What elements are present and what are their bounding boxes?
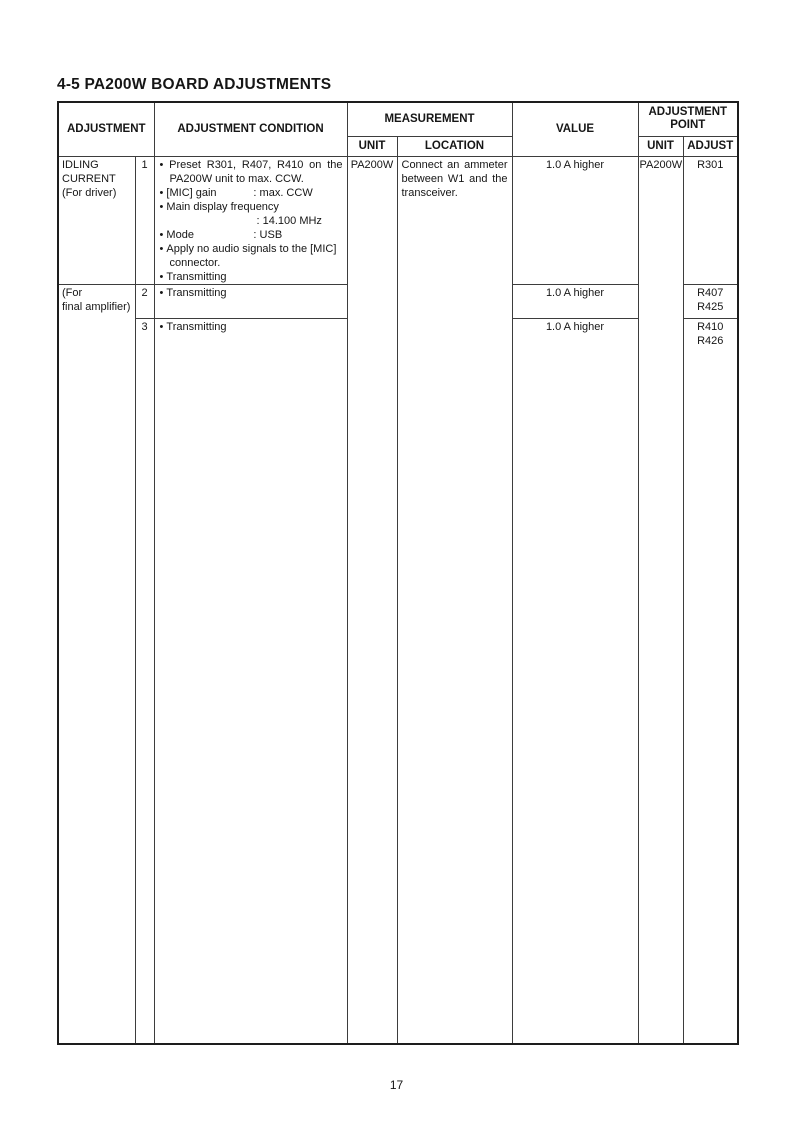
point-unit-value: PA200W xyxy=(639,158,683,171)
location-line: transceiver. xyxy=(401,186,458,199)
column-header-measurement: MEASUREMENT xyxy=(347,102,512,136)
adjustments-table xyxy=(57,101,739,1045)
adjust-cell xyxy=(683,156,738,284)
adjust-line: R426 xyxy=(697,334,724,347)
adjust-line: R425 xyxy=(697,300,724,313)
condition-item: • Transmitting xyxy=(160,270,343,284)
step-number-cell: 3 xyxy=(135,318,154,1044)
condition-cell xyxy=(154,318,347,1044)
column-header-point-unit: UNIT xyxy=(638,136,683,156)
condition-item: • Transmitting xyxy=(160,286,343,300)
value-cell: 1.0 A higher xyxy=(512,284,638,318)
page-number: 17 xyxy=(389,1078,404,1092)
condition-item: • Main display frequency xyxy=(160,200,343,214)
adjustment-name-line: (For driver) xyxy=(62,186,117,199)
condition-value: : max. CCW xyxy=(253,186,313,199)
measurement-unit-cell xyxy=(347,156,397,1044)
condition-item xyxy=(160,186,343,200)
adjust-line: R410 xyxy=(697,320,724,333)
column-header-value: VALUE xyxy=(512,102,638,156)
measurement-location-cell xyxy=(397,156,512,1044)
location-line: Connect an ammeter xyxy=(401,158,508,171)
adjustment-name-line: CURRENT xyxy=(62,172,116,185)
location-line: between W1 and the xyxy=(401,172,508,185)
column-header-point-adjust: ADJUST xyxy=(683,136,738,156)
adjustment-name-line: (For xyxy=(62,286,83,299)
condition-cell xyxy=(154,284,347,318)
table-row-1 xyxy=(58,156,738,284)
page-title: 4-5 PA200W BOARD ADJUSTMENTS xyxy=(57,76,332,93)
value-cell: 1.0 A higher xyxy=(512,318,638,1044)
condition-text: Preset R301, R407, R410 on the xyxy=(169,158,343,171)
adjust-cell xyxy=(683,284,738,318)
column-header-measurement-location: LOCATION xyxy=(397,136,512,156)
adjustment-name-line: final amplifier) xyxy=(62,300,131,313)
condition-item xyxy=(160,158,343,172)
condition-label: Mode xyxy=(166,228,194,241)
condition-value: : USB xyxy=(253,228,283,241)
condition-item: • Apply no audio signals to the [MIC] xyxy=(160,242,343,256)
value-cell: 1.0 A higher xyxy=(512,156,638,284)
column-header-adjustment-point: ADJUSTMENT POINT xyxy=(638,102,738,136)
column-header-adjustment: ADJUSTMENT xyxy=(58,102,154,156)
condition-value-continuation: : 14.100 MHz xyxy=(256,214,322,227)
condition-item-continuation: connector. xyxy=(169,256,221,269)
adjust-line: R301 xyxy=(697,158,724,171)
adjustment-name-cell xyxy=(58,156,135,284)
adjustment-name-line: IDLING xyxy=(62,158,99,171)
step-number-cell: 1 xyxy=(135,156,154,284)
condition-cell xyxy=(154,156,347,284)
adjustment-name-cell xyxy=(58,284,135,1044)
step-number-cell: 2 xyxy=(135,284,154,318)
column-header-adjustment-condition: ADJUSTMENT CONDITION xyxy=(154,102,347,156)
column-header-measurement-unit: UNIT xyxy=(347,136,397,156)
adjust-cell xyxy=(683,318,738,1044)
condition-item xyxy=(160,228,343,242)
condition-item: • Transmitting xyxy=(160,320,343,334)
condition-label: [MIC] gain xyxy=(166,186,217,199)
adjust-line: R407 xyxy=(697,286,724,299)
measurement-unit-value: PA200W xyxy=(350,158,394,171)
condition-item-continuation: PA200W unit to max. CCW. xyxy=(169,172,304,185)
point-unit-cell xyxy=(638,156,683,1044)
header-row-1 xyxy=(58,102,738,136)
